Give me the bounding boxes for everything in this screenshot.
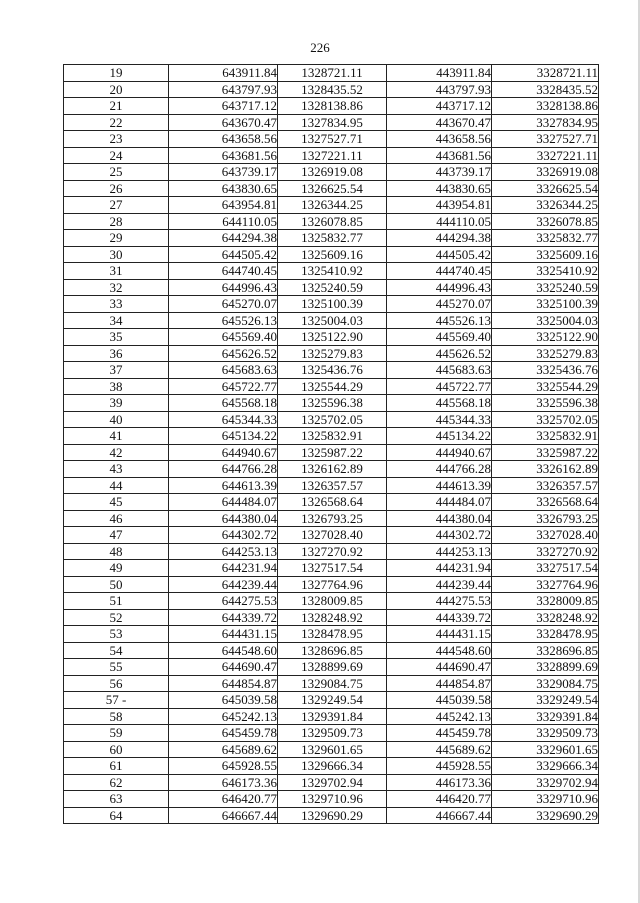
y-coordinate-2-cell: 3326625.54 (492, 180, 599, 197)
point-number-cell: 49 (64, 560, 169, 577)
y-coordinate-2-cell: 3325279.83 (492, 345, 599, 362)
x-coordinate-1-cell: 645568.18 (169, 395, 278, 412)
y-coordinate-1-cell: 1326793.25 (278, 510, 387, 527)
x-coordinate-2-cell: 444548.60 (387, 642, 492, 659)
x-coordinate-1-cell: 643797.93 (169, 81, 278, 98)
x-coordinate-2-cell: 445569.40 (387, 329, 492, 346)
y-coordinate-2-cell: 3328899.69 (492, 659, 599, 676)
table-row (64, 741, 599, 758)
x-coordinate-2-cell: 444302.72 (387, 527, 492, 544)
point-number-cell: 26 (64, 180, 169, 197)
x-coordinate-1-cell: 644380.04 (169, 510, 278, 527)
x-coordinate-1-cell: 645569.40 (169, 329, 278, 346)
x-coordinate-2-cell: 443954.81 (387, 197, 492, 214)
y-coordinate-1-cell: 1326078.85 (278, 213, 387, 230)
x-coordinate-2-cell: 443670.47 (387, 114, 492, 131)
point-number-cell: 39 (64, 395, 169, 412)
y-coordinate-2-cell: 3325702.05 (492, 411, 599, 428)
point-number-cell: 20 (64, 81, 169, 98)
table-row (64, 114, 599, 131)
point-number-cell: 24 (64, 147, 169, 164)
x-coordinate-1-cell: 644275.53 (169, 593, 278, 610)
y-coordinate-2-cell: 3326344.25 (492, 197, 599, 214)
y-coordinate-2-cell: 3325122.90 (492, 329, 599, 346)
table-row (64, 560, 599, 577)
y-coordinate-2-cell: 3326078.85 (492, 213, 599, 230)
y-coordinate-2-cell: 3328248.92 (492, 609, 599, 626)
x-coordinate-1-cell: 643830.65 (169, 180, 278, 197)
point-number-cell: 35 (64, 329, 169, 346)
y-coordinate-2-cell: 3326357.57 (492, 477, 599, 494)
point-number-cell: 56 (64, 675, 169, 692)
y-coordinate-1-cell: 1325702.05 (278, 411, 387, 428)
x-coordinate-2-cell: 446667.44 (387, 807, 492, 824)
x-coordinate-1-cell: 646667.44 (169, 807, 278, 824)
x-coordinate-2-cell: 445459.78 (387, 725, 492, 742)
x-coordinate-1-cell: 645039.58 (169, 692, 278, 709)
y-coordinate-2-cell: 3325004.03 (492, 312, 599, 329)
point-number-cell: 22 (64, 114, 169, 131)
x-coordinate-1-cell: 645459.78 (169, 725, 278, 742)
y-coordinate-1-cell: 1325987.22 (278, 444, 387, 461)
x-coordinate-1-cell: 643739.17 (169, 164, 278, 181)
table-row (64, 279, 599, 296)
x-coordinate-1-cell: 644690.47 (169, 659, 278, 676)
table-row (64, 131, 599, 148)
point-number-cell: 52 (64, 609, 169, 626)
x-coordinate-2-cell: 445568.18 (387, 395, 492, 412)
y-coordinate-2-cell: 3329601.65 (492, 741, 599, 758)
y-coordinate-2-cell: 3325544.29 (492, 378, 599, 395)
point-number-cell: 62 (64, 774, 169, 791)
x-coordinate-1-cell: 644239.44 (169, 576, 278, 593)
point-number-cell: 32 (64, 279, 169, 296)
y-coordinate-1-cell: 1329690.29 (278, 807, 387, 824)
x-coordinate-1-cell: 643911.84 (169, 65, 278, 82)
x-coordinate-2-cell: 444690.47 (387, 659, 492, 676)
x-coordinate-1-cell: 643717.12 (169, 98, 278, 115)
x-coordinate-2-cell: 445683.63 (387, 362, 492, 379)
x-coordinate-2-cell: 443830.65 (387, 180, 492, 197)
table-row (64, 609, 599, 626)
x-coordinate-2-cell: 445526.13 (387, 312, 492, 329)
y-coordinate-2-cell: 3325436.76 (492, 362, 599, 379)
y-coordinate-2-cell: 3329702.94 (492, 774, 599, 791)
table-row (64, 81, 599, 98)
point-number-cell: 21 (64, 98, 169, 115)
point-number-cell: 60 (64, 741, 169, 758)
y-coordinate-2-cell: 3327834.95 (492, 114, 599, 131)
y-coordinate-1-cell: 1326919.08 (278, 164, 387, 181)
y-coordinate-2-cell: 3329710.96 (492, 791, 599, 808)
y-coordinate-1-cell: 1328696.85 (278, 642, 387, 659)
y-coordinate-2-cell: 3328435.52 (492, 81, 599, 98)
y-coordinate-2-cell: 3326568.64 (492, 494, 599, 511)
y-coordinate-2-cell: 3327517.54 (492, 560, 599, 577)
y-coordinate-1-cell: 1328138.86 (278, 98, 387, 115)
y-coordinate-2-cell: 3328696.85 (492, 642, 599, 659)
point-number-cell: 51 (64, 593, 169, 610)
x-coordinate-2-cell: 444940.67 (387, 444, 492, 461)
x-coordinate-1-cell: 644766.28 (169, 461, 278, 478)
x-coordinate-2-cell: 445242.13 (387, 708, 492, 725)
x-coordinate-1-cell: 645722.77 (169, 378, 278, 395)
table-row (64, 477, 599, 494)
x-coordinate-2-cell: 445270.07 (387, 296, 492, 313)
y-coordinate-2-cell: 3327527.71 (492, 131, 599, 148)
x-coordinate-1-cell: 644231.94 (169, 560, 278, 577)
y-coordinate-1-cell: 1328248.92 (278, 609, 387, 626)
point-number-cell: 37 (64, 362, 169, 379)
y-coordinate-1-cell: 1327764.96 (278, 576, 387, 593)
x-coordinate-1-cell: 644302.72 (169, 527, 278, 544)
y-coordinate-2-cell: 3326919.08 (492, 164, 599, 181)
point-number-cell: 31 (64, 263, 169, 280)
table-row (64, 213, 599, 230)
x-coordinate-2-cell: 444275.53 (387, 593, 492, 610)
table-row (64, 774, 599, 791)
y-coordinate-2-cell: 3327028.40 (492, 527, 599, 544)
x-coordinate-2-cell: 445626.52 (387, 345, 492, 362)
x-coordinate-2-cell: 444253.13 (387, 543, 492, 560)
x-coordinate-2-cell: 444484.07 (387, 494, 492, 511)
x-coordinate-1-cell: 645526.13 (169, 312, 278, 329)
x-coordinate-2-cell: 445689.62 (387, 741, 492, 758)
y-coordinate-2-cell: 3325609.16 (492, 246, 599, 263)
x-coordinate-1-cell: 644253.13 (169, 543, 278, 560)
y-coordinate-1-cell: 1327270.92 (278, 543, 387, 560)
y-coordinate-2-cell: 3327764.96 (492, 576, 599, 593)
x-coordinate-1-cell: 644294.38 (169, 230, 278, 247)
x-coordinate-2-cell: 443739.17 (387, 164, 492, 181)
point-number-cell: 61 (64, 758, 169, 775)
y-coordinate-1-cell: 1325004.03 (278, 312, 387, 329)
table-row (64, 395, 599, 412)
x-coordinate-2-cell: 445344.33 (387, 411, 492, 428)
point-number-cell: 25 (64, 164, 169, 181)
x-coordinate-2-cell: 445928.55 (387, 758, 492, 775)
table-row (64, 791, 599, 808)
y-coordinate-1-cell: 1329710.96 (278, 791, 387, 808)
y-coordinate-1-cell: 1326625.54 (278, 180, 387, 197)
y-coordinate-1-cell: 1325279.83 (278, 345, 387, 362)
x-coordinate-2-cell: 444505.42 (387, 246, 492, 263)
x-coordinate-1-cell: 646420.77 (169, 791, 278, 808)
x-coordinate-1-cell: 644505.42 (169, 246, 278, 263)
table-row (64, 65, 599, 82)
table-row (64, 164, 599, 181)
point-number-cell: 30 (64, 246, 169, 263)
x-coordinate-1-cell: 645683.63 (169, 362, 278, 379)
point-number-cell: 33 (64, 296, 169, 313)
y-coordinate-1-cell: 1325832.91 (278, 428, 387, 445)
x-coordinate-1-cell: 646173.36 (169, 774, 278, 791)
x-coordinate-2-cell: 444380.04 (387, 510, 492, 527)
x-coordinate-1-cell: 643670.47 (169, 114, 278, 131)
x-coordinate-2-cell: 444431.15 (387, 626, 492, 643)
x-coordinate-1-cell: 645270.07 (169, 296, 278, 313)
y-coordinate-2-cell: 3325832.77 (492, 230, 599, 247)
table-row (64, 708, 599, 725)
table-row (64, 378, 599, 395)
point-number-cell: 64 (64, 807, 169, 824)
table-row (64, 329, 599, 346)
y-coordinate-2-cell: 3329084.75 (492, 675, 599, 692)
y-coordinate-1-cell: 1325410.92 (278, 263, 387, 280)
y-coordinate-1-cell: 1326162.89 (278, 461, 387, 478)
y-coordinate-1-cell: 1325596.38 (278, 395, 387, 412)
table-row (64, 675, 599, 692)
x-coordinate-2-cell: 446420.77 (387, 791, 492, 808)
y-coordinate-1-cell: 1329509.73 (278, 725, 387, 742)
x-coordinate-2-cell: 444110.05 (387, 213, 492, 230)
point-number-cell: 63 (64, 791, 169, 808)
table-body (64, 65, 599, 824)
x-coordinate-1-cell: 644484.07 (169, 494, 278, 511)
x-coordinate-1-cell: 644940.67 (169, 444, 278, 461)
x-coordinate-1-cell: 645928.55 (169, 758, 278, 775)
table-row (64, 527, 599, 544)
y-coordinate-2-cell: 3328138.86 (492, 98, 599, 115)
x-coordinate-2-cell: 444766.28 (387, 461, 492, 478)
x-coordinate-1-cell: 644996.43 (169, 279, 278, 296)
y-coordinate-2-cell: 3329666.34 (492, 758, 599, 775)
table-row (64, 510, 599, 527)
y-coordinate-1-cell: 1329249.54 (278, 692, 387, 709)
x-coordinate-2-cell: 443797.93 (387, 81, 492, 98)
coordinates-table (63, 64, 599, 824)
x-coordinate-1-cell: 643681.56 (169, 147, 278, 164)
x-coordinate-2-cell: 443911.84 (387, 65, 492, 82)
y-coordinate-1-cell: 1329666.34 (278, 758, 387, 775)
x-coordinate-2-cell: 444613.39 (387, 477, 492, 494)
x-coordinate-2-cell: 444294.38 (387, 230, 492, 247)
point-number-cell: 57 - (64, 692, 169, 709)
y-coordinate-2-cell: 3325832.91 (492, 428, 599, 445)
x-coordinate-1-cell: 644740.45 (169, 263, 278, 280)
y-coordinate-1-cell: 1326568.64 (278, 494, 387, 511)
table-row (64, 345, 599, 362)
y-coordinate-2-cell: 3327270.92 (492, 543, 599, 560)
point-number-cell: 27 (64, 197, 169, 214)
x-coordinate-1-cell: 644854.87 (169, 675, 278, 692)
y-coordinate-2-cell: 3325596.38 (492, 395, 599, 412)
y-coordinate-1-cell: 1327221.11 (278, 147, 387, 164)
y-coordinate-1-cell: 1325832.77 (278, 230, 387, 247)
point-number-cell: 46 (64, 510, 169, 527)
y-coordinate-1-cell: 1327028.40 (278, 527, 387, 544)
x-coordinate-2-cell: 443717.12 (387, 98, 492, 115)
table-row (64, 576, 599, 593)
table-row (64, 758, 599, 775)
table-row (64, 725, 599, 742)
y-coordinate-2-cell: 3327221.11 (492, 147, 599, 164)
y-coordinate-1-cell: 1328478.95 (278, 626, 387, 643)
y-coordinate-2-cell: 3325100.39 (492, 296, 599, 313)
point-number-cell: 40 (64, 411, 169, 428)
y-coordinate-1-cell: 1327527.71 (278, 131, 387, 148)
y-coordinate-2-cell: 3326162.89 (492, 461, 599, 478)
point-number-cell: 58 (64, 708, 169, 725)
y-coordinate-1-cell: 1328899.69 (278, 659, 387, 676)
x-coordinate-2-cell: 445722.77 (387, 378, 492, 395)
y-coordinate-1-cell: 1328721.11 (278, 65, 387, 82)
table-row (64, 180, 599, 197)
y-coordinate-1-cell: 1327834.95 (278, 114, 387, 131)
table-row (64, 246, 599, 263)
y-coordinate-2-cell: 3325410.92 (492, 263, 599, 280)
y-coordinate-2-cell: 3325240.59 (492, 279, 599, 296)
x-coordinate-2-cell: 444854.87 (387, 675, 492, 692)
x-coordinate-2-cell: 443658.56 (387, 131, 492, 148)
x-coordinate-1-cell: 644613.39 (169, 477, 278, 494)
y-coordinate-2-cell: 3329391.84 (492, 708, 599, 725)
y-coordinate-1-cell: 1329601.65 (278, 741, 387, 758)
y-coordinate-1-cell: 1328435.52 (278, 81, 387, 98)
table-row (64, 296, 599, 313)
x-coordinate-2-cell: 443681.56 (387, 147, 492, 164)
point-number-cell: 23 (64, 131, 169, 148)
y-coordinate-2-cell: 3329690.29 (492, 807, 599, 824)
y-coordinate-1-cell: 1328009.85 (278, 593, 387, 610)
y-coordinate-1-cell: 1329702.94 (278, 774, 387, 791)
table-row (64, 444, 599, 461)
table-row (64, 692, 599, 709)
table-row (64, 543, 599, 560)
x-coordinate-2-cell: 444239.44 (387, 576, 492, 593)
x-coordinate-2-cell: 444740.45 (387, 263, 492, 280)
table-row (64, 362, 599, 379)
point-number-cell: 54 (64, 642, 169, 659)
y-coordinate-2-cell: 3326793.25 (492, 510, 599, 527)
point-number-cell: 28 (64, 213, 169, 230)
x-coordinate-2-cell: 446173.36 (387, 774, 492, 791)
x-coordinate-1-cell: 645134.22 (169, 428, 278, 445)
x-coordinate-1-cell: 643954.81 (169, 197, 278, 214)
point-number-cell: 48 (64, 543, 169, 560)
x-coordinate-1-cell: 644110.05 (169, 213, 278, 230)
y-coordinate-2-cell: 3329249.54 (492, 692, 599, 709)
table-row (64, 461, 599, 478)
y-coordinate-2-cell: 3328721.11 (492, 65, 599, 82)
y-coordinate-2-cell: 3328478.95 (492, 626, 599, 643)
x-coordinate-1-cell: 644548.60 (169, 642, 278, 659)
table-row (64, 593, 599, 610)
x-coordinate-1-cell: 643658.56 (169, 131, 278, 148)
point-number-cell: 44 (64, 477, 169, 494)
point-number-cell: 43 (64, 461, 169, 478)
x-coordinate-2-cell: 444996.43 (387, 279, 492, 296)
x-coordinate-1-cell: 645626.52 (169, 345, 278, 362)
point-number-cell: 59 (64, 725, 169, 742)
x-coordinate-2-cell: 445134.22 (387, 428, 492, 445)
table-row (64, 428, 599, 445)
y-coordinate-1-cell: 1325100.39 (278, 296, 387, 313)
point-number-cell: 29 (64, 230, 169, 247)
point-number-cell: 38 (64, 378, 169, 395)
x-coordinate-1-cell: 644339.72 (169, 609, 278, 626)
page-number: 226 (310, 40, 330, 55)
point-number-cell: 34 (64, 312, 169, 329)
y-coordinate-2-cell: 3328009.85 (492, 593, 599, 610)
x-coordinate-1-cell: 645689.62 (169, 741, 278, 758)
y-coordinate-1-cell: 1325436.76 (278, 362, 387, 379)
y-coordinate-1-cell: 1329391.84 (278, 708, 387, 725)
point-number-cell: 55 (64, 659, 169, 676)
table-row (64, 411, 599, 428)
y-coordinate-1-cell: 1325240.59 (278, 279, 387, 296)
table-row (64, 147, 599, 164)
y-coordinate-1-cell: 1325544.29 (278, 378, 387, 395)
x-coordinate-1-cell: 644431.15 (169, 626, 278, 643)
point-number-cell: 36 (64, 345, 169, 362)
table-row (64, 494, 599, 511)
point-number-cell: 19 (64, 65, 169, 82)
x-coordinate-2-cell: 444231.94 (387, 560, 492, 577)
y-coordinate-1-cell: 1326344.25 (278, 197, 387, 214)
table-row (64, 98, 599, 115)
table-row (64, 626, 599, 643)
x-coordinate-1-cell: 645242.13 (169, 708, 278, 725)
y-coordinate-2-cell: 3325987.22 (492, 444, 599, 461)
table-row (64, 230, 599, 247)
point-number-cell: 45 (64, 494, 169, 511)
x-coordinate-2-cell: 445039.58 (387, 692, 492, 709)
table-row (64, 642, 599, 659)
point-number-cell: 47 (64, 527, 169, 544)
point-number-cell: 41 (64, 428, 169, 445)
table-row (64, 312, 599, 329)
x-coordinate-2-cell: 444339.72 (387, 609, 492, 626)
table-row (64, 807, 599, 824)
table-row (64, 197, 599, 214)
y-coordinate-2-cell: 3329509.73 (492, 725, 599, 742)
y-coordinate-1-cell: 1325122.90 (278, 329, 387, 346)
table-row (64, 263, 599, 280)
point-number-cell: 50 (64, 576, 169, 593)
table-row (64, 659, 599, 676)
point-number-cell: 53 (64, 626, 169, 643)
y-coordinate-1-cell: 1327517.54 (278, 560, 387, 577)
y-coordinate-1-cell: 1326357.57 (278, 477, 387, 494)
point-number-cell: 42 (64, 444, 169, 461)
y-coordinate-1-cell: 1329084.75 (278, 675, 387, 692)
y-coordinate-1-cell: 1325609.16 (278, 246, 387, 263)
x-coordinate-1-cell: 645344.33 (169, 411, 278, 428)
